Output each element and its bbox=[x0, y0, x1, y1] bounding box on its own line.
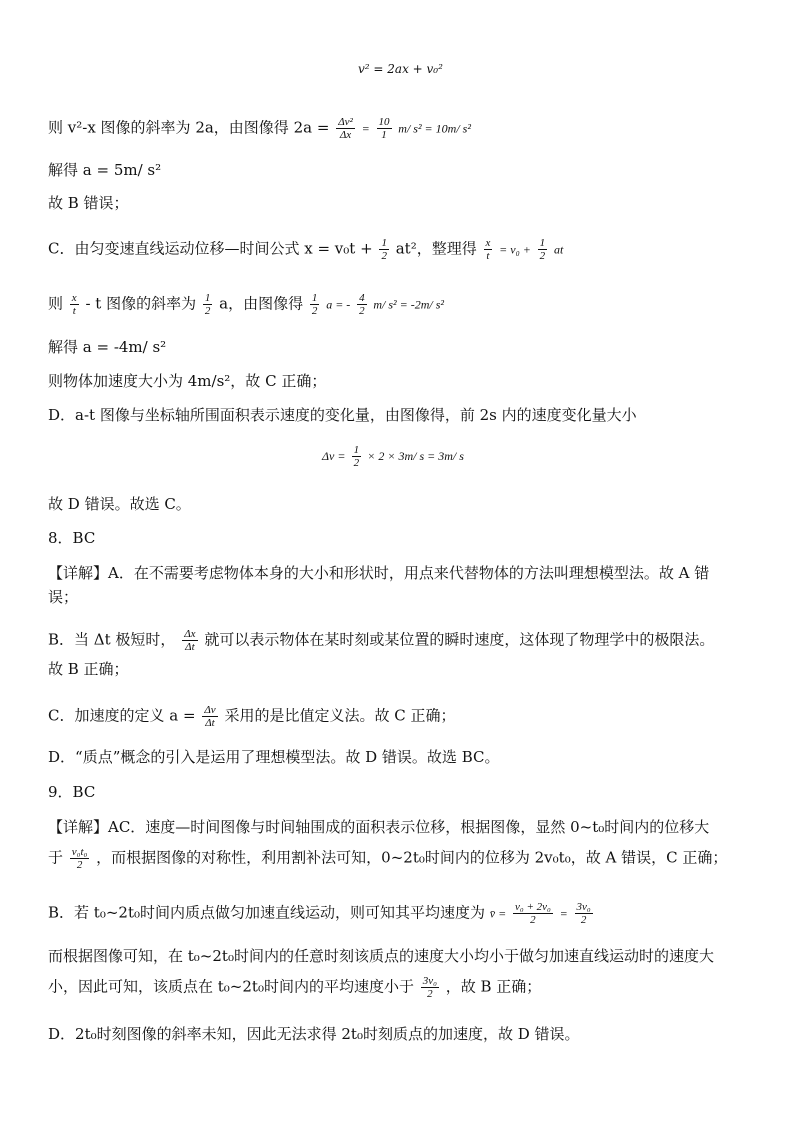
fraction: $\frac{1}{2}$ bbox=[311, 292, 318, 317]
line-15 bbox=[48, 704, 455, 729]
line-10: 8．BC bbox=[48, 529, 96, 547]
fraction: $\frac{\text{v₀ + 2v₀}}{2}$ bbox=[515, 901, 551, 926]
fraction: $\frac{1}{2}$ bbox=[204, 292, 211, 317]
line-14: 故 B 正确； bbox=[48, 660, 129, 678]
line-11: 【详解】A．在不需要考虑物体本身的大小和形状时，用点来代替物体的方法叫理想模型法。故 A 错 bbox=[48, 564, 710, 582]
l20-b: v̄ = bbox=[489, 906, 507, 921]
l20-c: = bbox=[559, 906, 568, 921]
fraction: $\frac{\Delta v}{\Delta t}$ bbox=[204, 704, 216, 729]
line-8: D．a-t 图像与坐标轴所围面积表示速度的变化量，由图像得，前 2s 内的速度变化量大小 bbox=[48, 406, 637, 424]
fraction: $\frac{1}{2}$ bbox=[381, 237, 387, 262]
line-5 bbox=[48, 292, 444, 317]
line-4 bbox=[48, 237, 563, 262]
fraction: $\frac{\text{v₀t₀}}{2}$ bbox=[71, 846, 88, 871]
l1-text: 则 v²-x 图像的斜率为 2a，由图像得 2a = bbox=[48, 118, 330, 137]
eq-mid-b: × 2 × 3m/ s = 3m/ s bbox=[367, 449, 464, 463]
line-16: D．“质点”概念的引入是运用了理想模型法。故 D 错误。故选 BC。 bbox=[48, 748, 500, 766]
equation-mid bbox=[322, 444, 464, 469]
l13-a: B．当 Δt 极短时， bbox=[48, 630, 176, 649]
equation-top: v² = 2ax + v₀² bbox=[358, 62, 443, 76]
fraction: $\frac{4}{2}$ bbox=[359, 292, 365, 317]
l19-b: ，而根据图像的对称性，利用割补法可知，0~2t₀时间内的位移为 2v₀t₀，故 A 错误，C 正确； bbox=[96, 848, 728, 867]
l5-a: 则 bbox=[48, 294, 64, 313]
fraction: $\frac{x}{t}$ bbox=[71, 292, 77, 317]
line-7: 则物体加速度大小为 4m/s²，故 C 正确； bbox=[48, 372, 327, 390]
l22-b: ，故 B 正确； bbox=[445, 977, 542, 996]
l4-a: C．由匀变速直线运动位移—时间公式 x = v₀t + bbox=[48, 239, 373, 258]
line-21: 而根据图像可知，在 t₀~2t₀时间内的任意时刻该质点的速度大小均小于做匀加速直线运动时的速度大 bbox=[48, 947, 714, 965]
line-19 bbox=[48, 846, 727, 871]
l4-d: at bbox=[553, 242, 564, 257]
l4-c: = v₀ + bbox=[499, 242, 531, 257]
eq-sign: = bbox=[361, 121, 370, 136]
fraction: $\frac{\text{3v₀}}{2}$ bbox=[422, 975, 437, 1000]
fraction: $\frac{x}{t}$ bbox=[485, 237, 491, 262]
l19-a: 于 bbox=[48, 848, 64, 867]
line-1 bbox=[48, 116, 471, 141]
line-6: 解得 a = -4m/ s² bbox=[48, 338, 167, 356]
fraction: $\frac{\text{Δv²}}{\Delta x}$ bbox=[338, 116, 353, 141]
fraction: $\frac{10}{1}$ bbox=[378, 116, 390, 141]
l22-a: 小，因此可知，该质点在 t₀~2t₀时间内的平均速度小于 bbox=[48, 977, 414, 996]
line-20 bbox=[48, 901, 595, 926]
line-17: 9．BC bbox=[48, 783, 96, 801]
line-22 bbox=[48, 975, 541, 1000]
l5-b: - t 图像的斜率为 bbox=[85, 294, 197, 313]
line-23: D．2t₀时刻图像的斜率未知，因此无法求得 2t₀时刻质点的加速度，故 D 错误。 bbox=[48, 1025, 580, 1043]
fraction: $\frac{1}{2}$ bbox=[539, 237, 546, 262]
fraction: $\frac{\text{3v₀}}{2}$ bbox=[576, 901, 591, 926]
l5-c: a，由图像得 bbox=[219, 294, 304, 313]
l4-b: at²，整理得 bbox=[395, 239, 477, 258]
l15-a: C．加速度的定义 a = bbox=[48, 706, 196, 725]
line-12: 误； bbox=[48, 588, 79, 606]
l5-d: a = - bbox=[326, 297, 351, 312]
line-2: 解得 a = 5m/ s² bbox=[48, 161, 162, 179]
l13-b: 就可以表示物体在某时刻或某位置的瞬时速度，这体现了物理学中的极限法。 bbox=[204, 630, 715, 649]
l5-e: m/ s² = -2m/ s² bbox=[373, 297, 444, 312]
line-9: 故 D 错误。故选 C。 bbox=[48, 495, 191, 513]
fraction: $\frac{\Delta x}{\Delta t}$ bbox=[184, 628, 196, 653]
line-3: 故 B 错误； bbox=[48, 194, 129, 212]
l20-a: B．若 t₀~2t₀时间内质点做匀加速直线运动，则可知其平均速度为 bbox=[48, 903, 485, 922]
l15-b: 采用的是比值定义法。故 C 正确； bbox=[224, 706, 456, 725]
l1-tail: m/ s² = 10m/ s² bbox=[398, 121, 471, 136]
fraction: $\frac{1}{2}$ bbox=[353, 444, 360, 469]
eq-mid-a: Δv = bbox=[322, 449, 346, 463]
line-18: 【详解】AC．速度—时间图像与时间轴围成的面积表示位移，根据图像，显然 0~t₀时间内的位移大 bbox=[48, 818, 710, 836]
line-13 bbox=[48, 628, 714, 653]
